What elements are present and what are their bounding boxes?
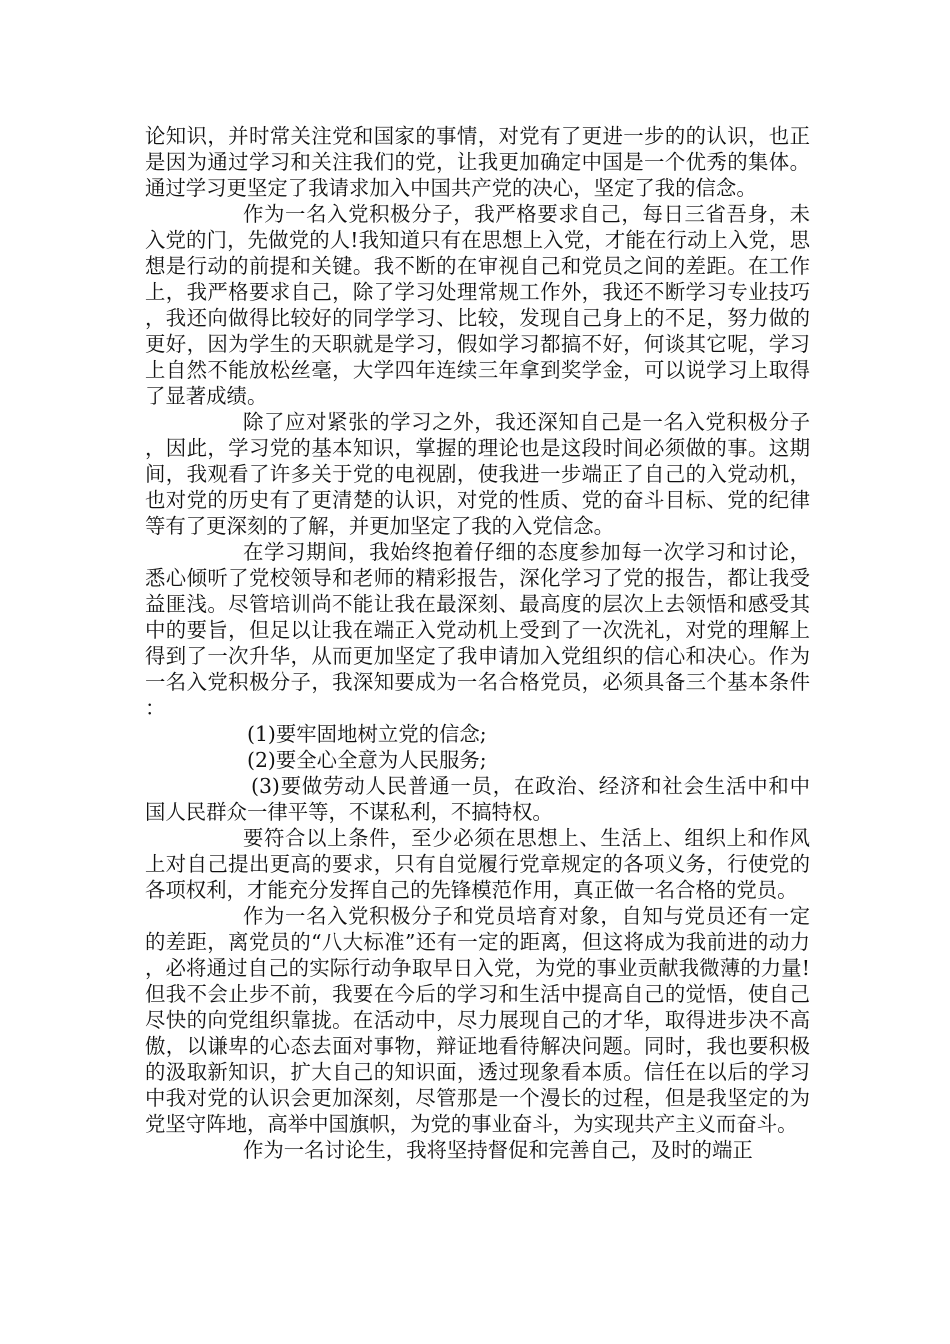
document-body bbox=[145, 123, 810, 1163]
list-item: (1)要牢固地树立党的信念; bbox=[247, 722, 487, 746]
paragraph: 作为一名入党积极分子和党员培育对象，自知与党员还有一定的差距，离党员的“八大标准”还有一定的距离，但这将成为我前进的动力，必将通过自己的实际行动争取早日入党，为党的事业贡献我微薄的力量!但我不会止步不前，我要在今后的学习和生活中提高自己的觉悟，使自己尽快的向党组织靠拢。在活动中，尽力展现自己的才华，取得进步决不高傲，以谦卑的心态去面对事物，辩证地看待解决问题。同时，我也要积极的汲取新知识，扩大自己的知识面，透过现象看本质。信任在以后的学习中我对党的认识会更加深刻，尽管那是一个漫长的过程，但是我坚定的为党坚守阵地，高举中国旗帜，为党的事业奋斗，为实现共产主义而奋斗。 bbox=[145, 904, 810, 1136]
paragraph: 除了应对紧张的学习之外，我还深知自己是一名入党积极分子，因此，学习党的基本知识，掌握的理论也是这段时间必须做的事。这期间，我观看了许多关于党的电视剧，使我进一步端正了自己的入党动机，也对党的历史有了更清楚的认识，对党的性质、党的奋斗目标、党的纪律等有了更深刻的了解，并更加坚定了我的入党信念。 bbox=[145, 410, 810, 538]
paragraph: 作为一名入党积极分子，我严格要求自己，每日三省吾身，未入党的门，先做党的人!我知道只有在思想上入党，才能在行动上入党，思想是行动的前提和关键。我不断的在审视自己和党员之间的差距。在工作上，我严格要求自己，除了学习处理常规工作外，我还不断学习专业技巧，我还向做得比较好的同学学习、比较，发现自己身上的不足，努力做的更好，因为学生的天职就是学习，假如学习都搞不好，何谈其它呢，学习上自然不能放松丝毫，大学四年连续三年拿到奖学金，可以说学习上取得了显著成绩。 bbox=[145, 202, 810, 408]
paragraph-continuation: 论知识，并时常关注党和国家的事情，对党有了更进一步的的认识，也正是因为通过学习和关注我们的党，让我更加确定中国是一个优秀的集体。通过学习更坚定了我请求加入中国共产党的决心，坚定了我的信念。 bbox=[145, 124, 810, 200]
list-item: (2)要全心全意为人民服务; bbox=[247, 748, 487, 772]
paragraph: 在学习期间，我始终抱着仔细的态度参加每一次学习和讨论，悉心倾听了党校领导和老师的精彩报告，深化学习了党的报告，都让我受益匪浅。尽管培训尚不能让我在最深刻、最高度的层次上去领悟和感受其中的要旨，但足以让我在端正入党动机上受到了一次洗礼，对党的理解上得到了一次升华，从而更加坚定了我申请加入党组织的信心和决心。作为一名入党积极分子，我深知要成为一名合格党员，必须具备三个基本条件： bbox=[145, 540, 810, 720]
paragraph-truncated: 作为一名讨论生，我将坚持督促和完善自己，及时的端正 bbox=[243, 1138, 753, 1162]
paragraph: 要符合以上条件，至少必须在思想上、生活上、组织上和作风上对自己提出更高的要求，只有自觉履行党章规定的各项义务，行使党的各项权利，才能充分发挥自己的先锋模范作用，真正做一名合格的党员。 bbox=[145, 826, 810, 902]
list-item: (3)要做劳动人民普通一员，在政治、经济和社会生活中和中国人民群众一律平等，不谋私利，不搞特权。 bbox=[145, 774, 810, 824]
